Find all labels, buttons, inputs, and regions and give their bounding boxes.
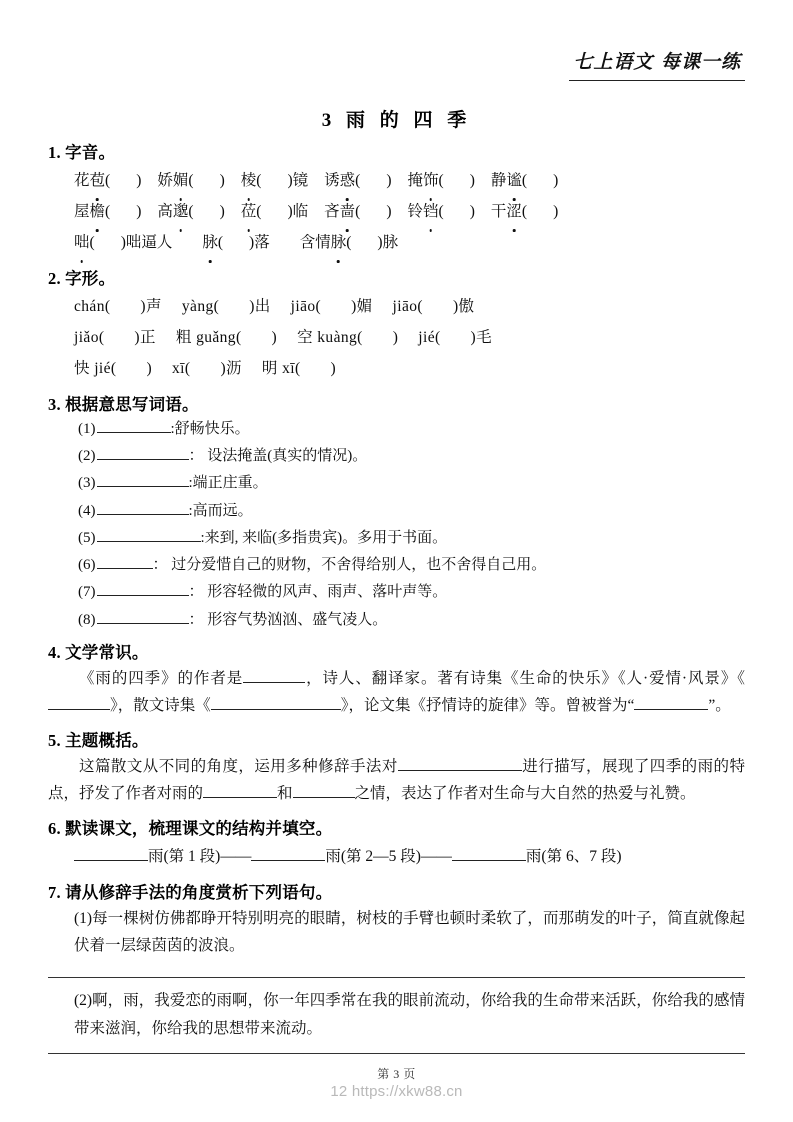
static-text: )镜 [287,171,309,189]
static-text: ( [294,359,301,377]
static-text: )临 [287,202,309,220]
zi-yin-item [407,203,474,220]
static-text: ( [184,359,191,377]
fill-in-blank[interactable] [48,694,110,711]
zi-xing-item [172,360,242,377]
static-text: 娇 [157,171,173,189]
definition-item [48,417,745,441]
static-text: 含情 [299,233,331,251]
fill-in-blank[interactable] [261,169,287,185]
static-text: ( [188,202,194,220]
section-zi-yin [48,141,745,258]
zi-yin-item [202,234,269,251]
static-text: 雨(第 1 段)—— [148,847,252,865]
static-text: )毛 [470,328,493,346]
page-title: 3 雨 的 四 季 [321,110,472,131]
static-text: ： 形容轻微的风声、雨声、落叶声等。 [188,584,448,601]
static-text: ) [271,328,278,346]
static-text: ( [105,171,111,189]
static-text: )傲 [452,297,475,315]
section-write-word [48,393,745,632]
zi-yin-item [324,172,391,189]
fill-in-blank[interactable] [194,169,220,185]
zi-yin-row [48,227,745,258]
static-text: ) [146,359,153,377]
static-text: 静 [490,171,507,189]
fill-in-blank[interactable] [110,169,136,185]
section-theme-summary [48,729,745,808]
section-2-body [48,291,745,384]
zi-yin-item [491,203,558,220]
static-text: ( [438,171,444,189]
static-text: 《雨的四季》的作者是 [79,669,244,687]
static-text: 铃 [407,202,423,220]
static-text: 花 [74,171,90,189]
emphasis-dot-char: 邈 [173,196,189,227]
static-text: )媚 [351,297,373,315]
zi-yin-row [48,196,745,227]
static-text: 吝 [324,202,340,220]
zi-yin-item [241,203,308,220]
static-text: ( [256,171,262,189]
static-text: )脉 [377,233,399,251]
fill-in-blank[interactable] [527,169,553,185]
appreciation-question-2: (2)啊，雨，我爱恋的雨啊，你一年四季常在我的眼前流动，你给我的生命带来活跃，你给我的感情带来滋润，你给我的思想带来流动。 [74,991,745,1037]
fill-in-blank[interactable] [243,666,305,683]
static-text: ( [315,297,322,315]
section-3-heading: 3. 根据意思写词语。 [48,394,199,414]
pinyin-prompt: xī [282,359,295,377]
static-text: 之情，表达了作者对生命与大自然的热爱与礼赞。 [354,785,696,803]
static-text: ( [438,202,444,220]
zi-xing-item [393,298,475,315]
fill-in-blank[interactable] [211,694,341,711]
fill-in-blank[interactable] [223,231,249,247]
page-number: 第 3 页 [377,1067,416,1081]
static-text: ( [346,233,352,251]
static-text: ) [219,202,225,220]
emphasis-dot-char: 棱 [241,165,257,196]
section-5-body [48,753,745,808]
static-text: 干 [490,202,507,220]
zi-yin-item [491,172,558,189]
zi-yin-item [157,203,224,220]
fill-in-blank[interactable] [194,200,220,216]
item-number: (5) [78,529,96,546]
static-text: )正 [134,328,156,346]
static-text: 粗 [175,328,197,346]
emphasis-dot-char: 咄 [74,227,90,258]
pinyin-prompt: jiǎo [74,328,99,346]
definition-item [48,444,745,468]
static-text: ( [105,202,111,220]
emphasis-dot-char: 谧 [506,165,522,196]
fill-in-blank[interactable] [97,499,189,515]
fill-in-blank[interactable] [97,608,189,624]
static-text: :舒畅快乐。 [170,420,250,437]
pinyin-prompt: jiāo [290,297,316,315]
static-text: ( [89,233,95,251]
section-6-heading: 6. 默读课文，梳理课文的结构并填空。 [48,818,333,838]
fill-in-blank[interactable] [97,526,201,542]
emphasis-dot-char: 饰 [423,165,439,196]
zi-xing-item [176,329,277,346]
fill-in-blank[interactable] [360,200,386,216]
static-text: ) [386,171,392,189]
section-2-heading: 2. 字形。 [48,268,116,288]
static-text: 雨(第 2—5 段)—— [325,847,452,865]
emphasis-dot-char: 檐 [90,196,106,227]
definition-item [48,553,745,577]
static-text: ： 过分爱惜自己的财物，不舍得给别人，也不舍得自己用。 [152,557,547,574]
emphasis-dot-char: 媚 [173,165,189,196]
item-number: (4) [78,502,96,519]
fill-in-blank[interactable] [444,169,470,185]
fill-in-blank[interactable] [261,200,287,216]
item-number: (3) [78,475,96,492]
zi-yin-row [48,165,745,196]
static-text: 空 [297,328,318,346]
pinyin-prompt: jié [94,359,111,377]
static-text: 高 [157,202,173,220]
pinyin-prompt: yàng [181,297,214,315]
fill-in-blank[interactable] [452,844,526,861]
fill-in-blank[interactable] [398,754,522,771]
static-text: ( [357,328,363,346]
fill-in-blank[interactable] [351,231,377,247]
static-text: )沥 [220,359,242,377]
static-text: ： 设法掩盖(真实的情况)。 [188,448,368,465]
static-text: ) [219,171,225,189]
zi-yin-item [74,234,172,251]
pinyin-prompt: jié [418,328,435,346]
fill-in-blank[interactable] [97,553,153,569]
static-text: ) [553,202,559,220]
fill-in-blank[interactable] [634,694,708,711]
static-text: ( [434,328,441,346]
page-header [48,0,745,81]
zi-xing-item [291,298,373,315]
fill-in-blank[interactable] [360,169,386,185]
static-text: ( [417,297,423,315]
static-text: ( [355,202,361,220]
section-7-heading: 7. 请从修辞手法的角度赏析下列语句。 [48,882,333,902]
header-title: 七上语文 每课一练 [569,47,745,81]
item-number: (2) [78,448,96,465]
fill-in-blank[interactable] [74,844,148,861]
static-text: ) [386,202,392,220]
section-1-heading: 1. 字音。 [48,143,116,162]
section-6-body [48,841,745,872]
footer-rule [48,1053,745,1054]
appreciation-question-1: (1)每一棵树仿佛都睁开特别明亮的眼睛，树枝的手臂也顿时柔软了，而那萌发的叶子，简直就像起伏着一层绿茵茵的波浪。 [74,909,745,955]
zi-xing-item [262,360,336,377]
section-3-body [48,417,745,632]
zi-xing-row [48,291,745,322]
emphasis-dot-char: 脉 [202,227,218,258]
static-text: ) [469,202,475,220]
section-structure-fill [48,817,745,872]
fill-in-blank[interactable] [203,782,277,799]
section-zi-xing [48,267,745,384]
static-text: )落 [249,233,270,251]
section-1-body [48,165,745,258]
static-text: ”。 [708,697,731,715]
zi-yin-item [300,234,398,251]
static-text: 明 [261,359,283,377]
static-text: ( [521,171,528,189]
static-text: ) [136,171,142,189]
zi-xing-item [74,329,156,346]
emphasis-dot-char: 苞 [90,165,106,196]
emphasis-dot-char: 铛 [423,196,439,227]
fill-in-blank[interactable] [97,580,189,596]
zi-xing-item [182,298,271,315]
emphasis-dot-char: 啬 [340,196,356,227]
pinyin-prompt: kuàng [317,328,358,346]
static-text: ) [469,171,475,189]
pinyin-prompt: jiāo [392,297,418,315]
fill-in-blank[interactable] [97,444,189,460]
definition-item [48,471,745,495]
static-text: 掩 [407,171,423,189]
static-text: 这篇散文从不同的角度，运用多种修辞手法对 [79,757,398,775]
static-text: ) [330,359,337,377]
fill-in-blank[interactable] [444,200,470,216]
static-text: ( [213,297,220,315]
definition-item [48,499,745,523]
zi-xing-item [74,360,152,377]
zi-yin-item [324,203,391,220]
static-text: 雨(第 6、7 段) [525,847,622,865]
emphasis-dot-char: 脉 [331,227,347,258]
static-text: )咄逼人 [120,233,173,251]
static-text: 》，散文诗集《 [110,697,211,715]
fill-in-blank[interactable] [97,471,189,487]
fill-in-blank[interactable] [95,231,121,247]
zi-yin-item [157,172,224,189]
zi-xing-item [74,298,162,315]
static-text: ) [136,202,142,220]
item-number: (1) [78,420,96,437]
fill-in-blank[interactable] [97,417,171,433]
answer-line-1[interactable] [48,977,745,978]
static-text: :高而远。 [188,502,253,519]
fill-in-blank[interactable] [251,844,325,861]
zi-xing-row [48,353,745,384]
static-text: ，诗人、翻译家。著有诗集《生命的快乐》《人·爱情·风景》《 [305,669,745,687]
static-text: ( [256,202,262,220]
zi-yin-item [74,203,141,220]
zi-xing-item [418,329,492,346]
item-number: (8) [78,611,96,628]
page-footer [0,1053,793,1122]
zi-xing-row [48,322,745,353]
pinyin-prompt: chán [74,297,105,315]
static-text: 诱 [324,171,340,189]
static-text: ) [553,171,559,189]
section-4-heading: 4. 文学常识。 [48,642,149,662]
zi-xing-item [297,329,398,346]
watermark: 12 https://xkw88.cn [330,1083,463,1100]
item-number: (7) [78,584,96,601]
emphasis-dot-char: 惑 [340,165,356,196]
static-text: ) [392,328,399,346]
static-text: 快 [74,359,95,377]
section-5-heading: 5. 主题概括。 [48,730,149,750]
static-text: ( [110,359,117,377]
static-text: :来到, 来临(多指贵宾)。多用于书面。 [200,529,448,546]
static-text: ( [188,171,194,189]
static-text: ( [104,297,111,315]
static-text: ( [98,328,105,346]
static-text: ( [217,233,224,251]
definition-item [48,526,745,550]
static-text: )出 [249,297,271,315]
item-number: (6) [78,557,96,574]
fill-in-blank[interactable] [110,200,136,216]
static-text: ( [235,328,242,346]
section-appreciation [48,881,745,1042]
static-text: 进行描写，展现了四季的雨的特点，抒发了作者对雨的 [48,757,745,803]
definition-item [48,608,745,632]
emphasis-dot-char: 涩 [506,196,522,227]
zi-yin-item [407,172,474,189]
section-literary-knowledge [48,641,745,720]
static-text: 屋 [74,202,90,220]
static-text: 》，论文集《抒情诗的旋律》等。曾被誉为“ [340,697,635,715]
static-text: :端正庄重。 [188,475,268,492]
static-text: ( [521,202,528,220]
static-text: 和 [277,785,293,803]
section-4-body [48,665,745,720]
static-text: ： 形容气势汹汹、盛气凌人。 [188,611,388,628]
definition-item [48,580,745,604]
zi-yin-item [241,172,308,189]
zi-yin-item [74,172,141,189]
pinyin-prompt: xī [172,359,185,377]
pinyin-prompt: guǎng [196,328,236,346]
emphasis-dot-char: 莅 [241,196,257,227]
fill-in-blank[interactable] [527,200,553,216]
static-text: ( [355,171,361,189]
static-text: )声 [140,297,162,315]
fill-in-blank[interactable] [293,782,355,799]
